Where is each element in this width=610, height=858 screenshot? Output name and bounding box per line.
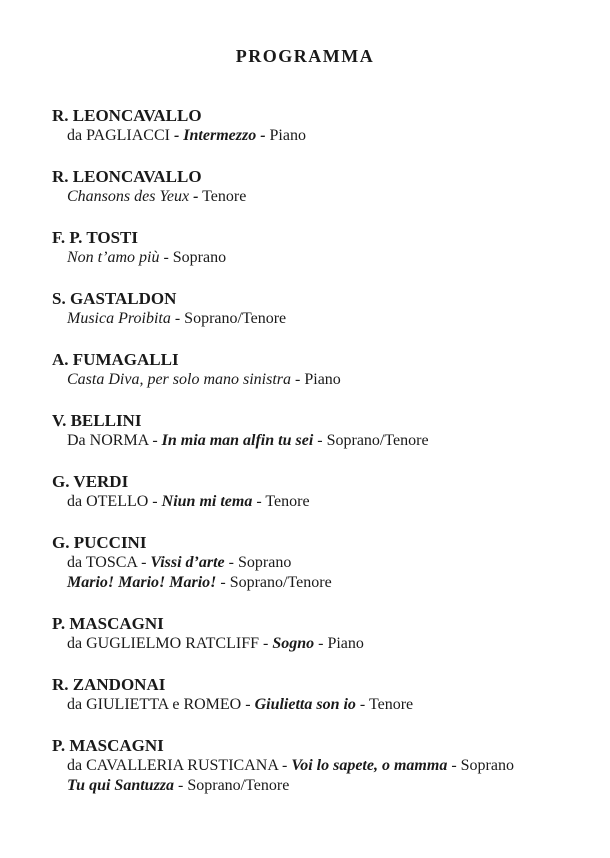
composer-name: P. MASCAGNI — [52, 736, 164, 755]
work-title: Mario! Mario! Mario! — [67, 574, 217, 591]
performer-text: - Soprano/Tenore — [216, 574, 332, 591]
work-line — [52, 126, 582, 146]
work-line — [52, 309, 582, 329]
program-entry — [52, 735, 582, 796]
program-list — [52, 105, 582, 816]
program-entry — [52, 288, 582, 329]
composer-name: R. LEONCAVALLO — [52, 167, 202, 186]
work-source-text: da CAVALLERIA RUSTICANA - — [67, 757, 292, 774]
performer-text: - Tenore — [252, 493, 310, 510]
work-title: Vissi d’arte — [150, 554, 225, 571]
program-entry — [52, 227, 582, 268]
program-entry — [52, 471, 582, 512]
work-source-text: Da NORMA - — [67, 432, 162, 449]
work-title: Voi lo sapete, o mamma — [291, 757, 448, 774]
work-line — [52, 695, 582, 715]
work-title: Giulietta son io — [254, 696, 356, 713]
performer-text: - Tenore — [355, 696, 414, 713]
work-title-italic: Musica Proibita — [67, 310, 171, 327]
program-entry — [52, 532, 582, 593]
work-title: Niun mi tema — [161, 493, 253, 510]
program-entry — [52, 349, 582, 390]
work-source-text: da PAGLIACCI — [67, 127, 174, 144]
composer-name: V. BELLINI — [52, 411, 142, 430]
work-title-italic: Casta Diva, per solo mano sinistra — [67, 371, 292, 388]
work-line — [52, 492, 582, 512]
program-entry — [52, 410, 582, 451]
program-entry — [52, 613, 582, 654]
performer-text: - Soprano — [447, 757, 514, 774]
composer-name: A. FUMAGALLI — [52, 350, 179, 369]
composer-name: F. P. TOSTI — [52, 228, 139, 247]
work-title: - — [189, 188, 199, 205]
work-line — [52, 248, 582, 268]
composer-name: R. ZANDONAI — [52, 675, 166, 694]
work-line — [52, 431, 582, 451]
page-title: PROGRAMMA — [235, 46, 375, 66]
performer-text: - Piano — [291, 371, 341, 388]
program-entry — [52, 166, 582, 207]
work-title: - Intermezzo - — [173, 127, 266, 144]
work-line — [52, 187, 582, 207]
composer-name: G. PUCCINI — [52, 533, 147, 552]
composer-name: R. LEONCAVALLO — [52, 106, 202, 125]
performer-text: - Soprano/Tenore — [170, 310, 287, 327]
performer-text: - Piano — [314, 635, 364, 652]
work-title: In mia man alfin tu sei — [161, 432, 314, 449]
work-source-text: da TOSCA - — [67, 554, 151, 571]
work-line — [52, 553, 582, 573]
composer-name: G. VERDI — [52, 472, 129, 491]
work-line — [52, 573, 582, 593]
composer-name: P. MASCAGNI — [52, 614, 164, 633]
work-title: Tu qui Santuzza — [67, 777, 175, 794]
work-title-italic: Chansons des Yeux — [67, 188, 190, 205]
performer-text: - Soprano — [159, 249, 227, 266]
work-line — [52, 370, 582, 390]
performer-text: - Soprano/Tenore — [313, 432, 429, 449]
work-source-text: da OTELLO - — [67, 493, 162, 510]
work-title: Sogno — [272, 635, 315, 652]
work-source-text: da GIULIETTA e ROMEO - — [67, 696, 255, 713]
work-line — [52, 776, 582, 796]
work-title-italic: Non t’amo più — [67, 249, 160, 266]
performer-text: - Soprano/Tenore — [174, 777, 290, 794]
work-source-text: da GUGLIELMO RATCLIFF - — [67, 635, 273, 652]
performer-text: Tenore — [198, 188, 247, 205]
performer-text: Piano — [265, 127, 306, 144]
performer-text: - Soprano — [224, 554, 292, 571]
program-entry — [52, 105, 582, 146]
work-line — [52, 756, 582, 776]
composer-name: S. GASTALDON — [52, 289, 177, 308]
work-line — [52, 634, 582, 654]
program-entry — [52, 674, 582, 715]
